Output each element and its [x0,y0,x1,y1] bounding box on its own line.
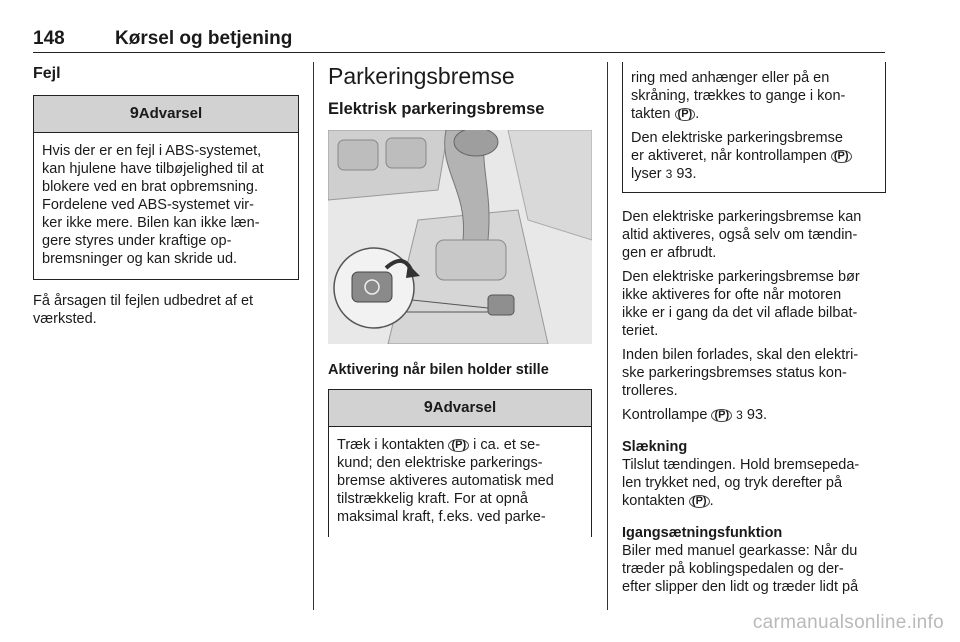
warning-title: Advarsel [138,105,203,122]
text-fragment: lyser [631,166,666,182]
text-line: ring med anhænger eller på en [631,70,830,86]
text-fragment: Kontrollampe [622,407,712,423]
text-line: gere styres under kraftige op- [42,233,232,249]
body-paragraph [622,346,886,400]
warning-title: Advarsel [432,399,497,416]
text-line: Inden bilen forlades, skal den elektri- [622,347,859,363]
section-title-parkeringsbremse: Parkeringsbremse [328,63,515,89]
text-line: skråning, trækkes to gange i kon- [631,88,846,104]
text-line: bremse aktiveres automatisk med [337,473,554,489]
text-line: blokere ved en brat opbremsning. [42,179,259,195]
text-line: træder på koblingspedalen og der- [622,561,844,577]
text-fragment: kontakten [622,493,689,509]
text-line: efter slipper den lidt og træder lidt på [622,579,859,595]
text-fragment: takten [631,106,675,122]
warning-text [631,69,877,183]
watermark: carmanualsonline.info [752,612,944,633]
parking-brake-icon: (P) [448,439,469,452]
column-divider [313,62,314,610]
text-fragment: . [709,493,714,509]
body-paragraph [622,456,886,510]
warning-box-activation [328,389,592,537]
text-line: Hvis der er en fejl i ABS-systemet, [42,143,262,159]
text-line: tilstrækkelig kraft. For at opnå [337,491,528,507]
column-middle [328,62,592,537]
body-paragraph [33,292,299,328]
text-fragment: 93. [742,407,768,423]
text-line: Tilslut tændingen. Hold bremsepeda- [622,457,860,473]
text-line: ikke aktiveres for ofte når motoren [622,287,842,303]
text-line [622,492,886,510]
body-paragraph [622,406,886,424]
subsection-title: Elektrisk parkeringsbremse [328,100,545,118]
text-line: gen er afbrudt. [622,245,717,261]
body-paragraph [622,208,886,262]
text-line: Den elektriske parkeringsbremse bør [622,269,860,285]
text-line: kan hjulene have tilbøjelighed til at [42,161,264,177]
text-fragment: i ca. et se- [469,437,541,453]
text-line: altid aktiveres, også selv om tændin- [622,227,858,243]
parking-brake-icon: (P) [689,495,710,508]
image-caption: Aktivering når bilen holder stille [328,362,549,378]
text-fragment: 93. [672,166,697,182]
section-title-fejl: Fejl [33,65,61,82]
parking-brake-icon: (P) [675,108,696,121]
parking-brake-icon: (P) [831,150,852,163]
text-line: Den elektriske parkeringsbremse [631,130,843,146]
reference-arrow-icon: 3 [665,167,673,181]
warning-header [329,390,591,427]
body-paragraph [622,542,886,596]
text-line: maksimal kraft, f.eks. ved parke- [337,509,546,525]
reference-arrow-icon: 3 [736,408,743,422]
text-line: trolleres. [622,383,678,399]
column-divider [607,62,608,610]
warning-header [34,96,298,133]
parking-brake-illustration [328,130,592,344]
text-line: bremsninger og kan skride ud. [42,251,238,267]
text-fragment: . [695,106,700,122]
parking-brake-icon: (P) [711,409,732,422]
text-line [337,436,583,454]
text-line: len trykket ned, og tryk derefter på [622,475,843,491]
page-header [33,26,885,53]
warning-icon: 9 [129,105,139,122]
text-line: Den elektriske parkeringsbremse kan [622,209,862,225]
text-line: værksted. [33,311,97,327]
text-line: teriet. [622,323,659,339]
text-line: ikke er i gang da det vil aflade bilbat- [622,305,858,321]
column-right [622,62,886,596]
text-line: ske parkeringsbremses status kon- [622,365,847,381]
text-line: Få årsagen til fejlen udbedret af et [33,293,254,309]
body-paragraph [622,268,886,340]
text-line [631,165,877,183]
text-line: Fordelene ved ABS-systemet vir- [42,197,254,213]
warning-text [329,427,591,537]
subsection-title-start-function: Igangsætningsfunktion [622,525,783,541]
warning-text [34,133,298,279]
warning-box-abs [33,95,299,280]
text-fragment: er aktiveret, når kontrollampen [631,148,831,164]
text-line: kund; den elektriske parkerings- [337,455,543,471]
column-left [33,62,299,328]
text-line: ker ikke mere. Bilen kan ikke læn- [42,215,260,231]
warning-box-continued [622,62,886,193]
chapter-title: Kørsel og betjening [115,28,293,49]
text-line [631,147,877,165]
page-number: 148 [33,28,65,49]
text-line: Biler med manuel gearkasse: Når du [622,543,858,559]
warning-icon: 9 [423,399,433,416]
subsection-title-release: Slækning [622,439,688,455]
text-line [631,105,877,123]
text-fragment: Træk i kontakten [337,437,449,453]
console-drawing [328,130,592,344]
